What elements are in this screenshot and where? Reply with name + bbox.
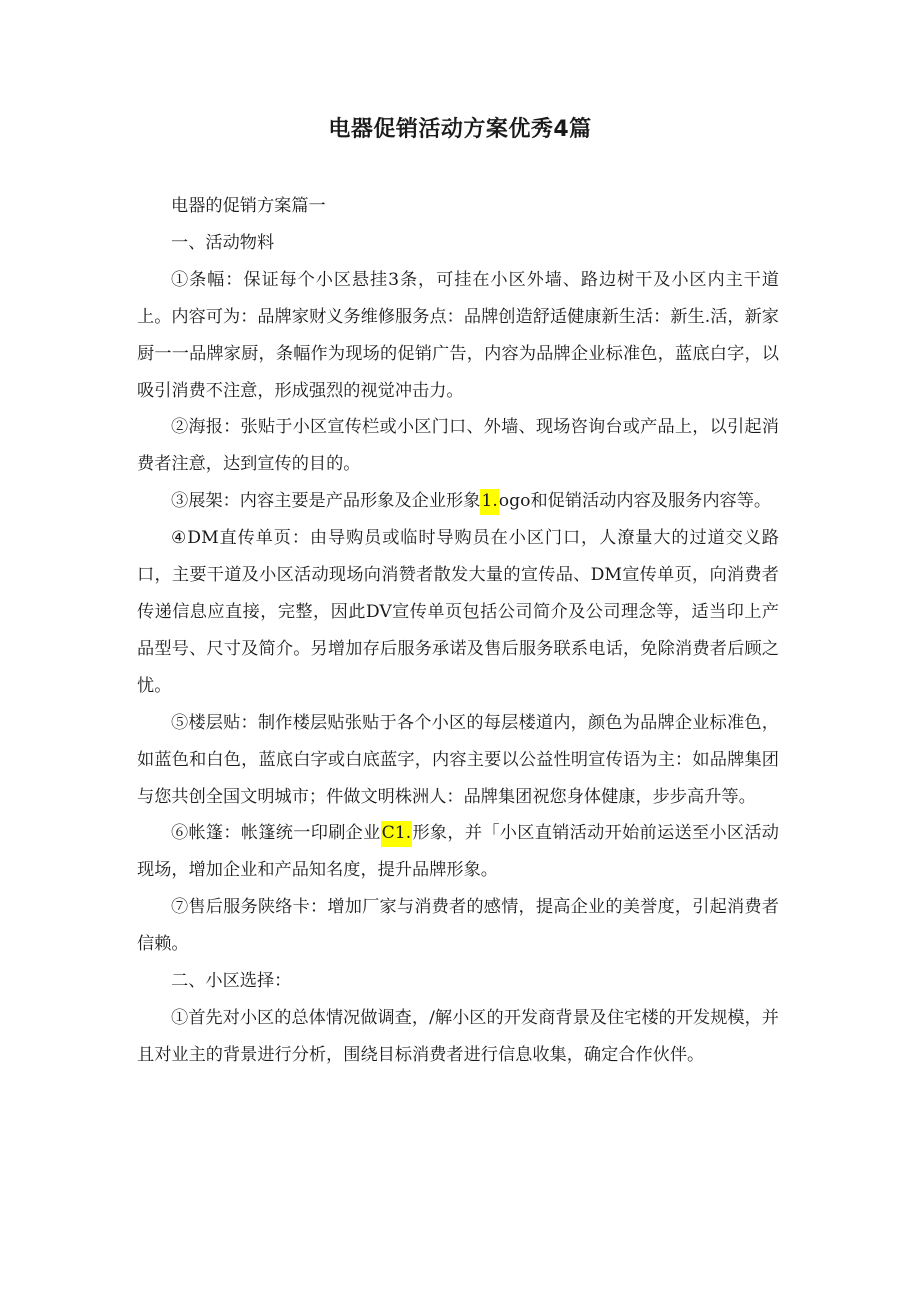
paragraph-tent-text-pre: ⑥帐篷：帐篷统一印刷企业 [171, 823, 381, 844]
paragraph-display-stand-text-post: ogo和促销活动内容及服务内容等。 [498, 491, 772, 512]
paragraph-heading-materials: 一、活动物料 [171, 232, 275, 253]
paragraph-tent [137, 815, 779, 889]
paragraph-poster: ②海报：张贴于小区宣传栏或小区门口、外墙、现场咨询台或产品上，以引起消费者注意，达到宣传的目的。 [137, 417, 779, 475]
paragraph-service-card: ⑦售后服务陕络卡：增加厂家与消费者的感情，提高企业的美誉度，引起消费者信赖。 [137, 897, 779, 955]
paragraph-community-survey: ①首先对小区的总体情况做调查，/解小区的开发商背景及住宅楼的开发规模，并且对业主的背景进行分析，围绕目标消费者进行信息收集，确定合作伙伴。 [137, 1007, 779, 1065]
page-title: 电器促销活动方案优秀4篇 [328, 117, 592, 142]
paragraph-dm-flyer: ④DM直传单页：由导购员或临时导购员在小区门口，人潦量大的过道交义路口，主要干道及小区活动现场向消赞者散发大量的宣传品、DM宣传单页，向消费者传递信息应直接，完整，因此DV宣传单页包括公司简介及公司理念等，适当印上产品型号、尺寸及简介。另增加存后服务承诺及售后服务联系电话，免除消费者后顾之忧。 [137, 528, 779, 696]
paragraph-banner: ①条幅：保证每个小区悬挂3条，可挂在小区外墙、路边树干及小区内主干道上。内容可为：品牌家财义务维修服务点：品牌创造舒适健康新生活：新生.活，新家厨一一品牌家厨，条幅作为现场的促销广告，内容为品牌企业标准色，蓝底白字，以吸引消费不注意，形成强烈的视觉冲击力。 [137, 269, 779, 401]
highlight-mark: C1. [381, 821, 413, 847]
highlight-mark: 1. [480, 489, 498, 515]
paragraph-floor-sticker: ⑤楼层贴：制作楼层贴张贴于各个小区的每层楼道内，颜色为品牌企业标准色，如蓝色和白色，蓝底白字或白底蓝字，内容主要以公益性明宣传语为主：如品牌集团与您共创全国文明城市；件做文明株洲人：品牌集团祝您身体健康，步步高升等。 [137, 712, 779, 807]
paragraph-section-heading: 电器的促销方案篇一 [171, 196, 326, 216]
paragraph-display-stand [137, 483, 779, 520]
paragraph-heading-community: 二、小区选择： [171, 971, 292, 992]
paragraph-tent-text-post: 形象，并「小区直销活动开始前运送至小区活动现场，增加企业和产品知名度，提升品牌形象。 [137, 823, 779, 881]
document-body [137, 188, 779, 1074]
paragraph-display-stand-text-pre: ③展架：内容主要是产品形象及企业形象 [171, 491, 481, 512]
